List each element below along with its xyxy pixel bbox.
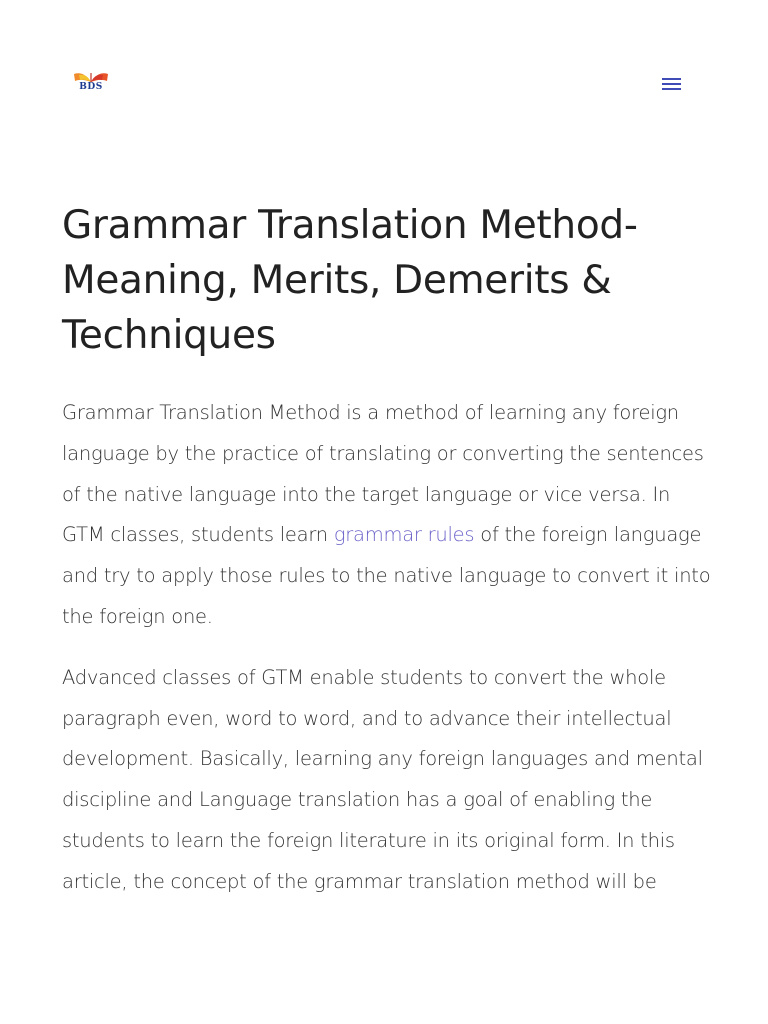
hamburger-menu-icon-bar [662, 83, 681, 85]
title-line-2: Meaning, Merits, Demerits & [62, 258, 612, 303]
intro-text-start: Grammar Translation Method is a method of learning any foreign language by the practice of translating or converting the sentences of the native language into the target language or vice versa. In GTM classes, students learn [62, 401, 704, 547]
menu-button[interactable] [657, 72, 687, 98]
site-header [0, 0, 768, 170]
body-paragraph: Advanced classes of GTM enable students to convert the whole paragraph even, word to word, and to advance their intellectual development. Basically, learning any foreign languages and mental discipline and Language translation has a goal of enabling the students to learn the foreign literature in its original form. In this article, the concept of the grammar translation method will be [62, 665, 703, 893]
intro-text-end: of the foreign language and try to apply those rules to the native language to convert it into the foreign one. [62, 523, 711, 628]
site-logo[interactable] [70, 68, 112, 100]
article-content [62, 198, 714, 903]
hamburger-menu-icon-bar [662, 78, 681, 80]
title-line-3: Techniques [62, 313, 276, 358]
title-line-1: Grammar Translation Method- [62, 203, 638, 248]
grammar-rules-link[interactable]: grammar rules [333, 523, 475, 547]
intro-paragraph [62, 393, 714, 638]
logo-text: BDS [79, 82, 103, 92]
page-title [62, 198, 714, 363]
hamburger-menu-icon-bar [662, 88, 681, 90]
